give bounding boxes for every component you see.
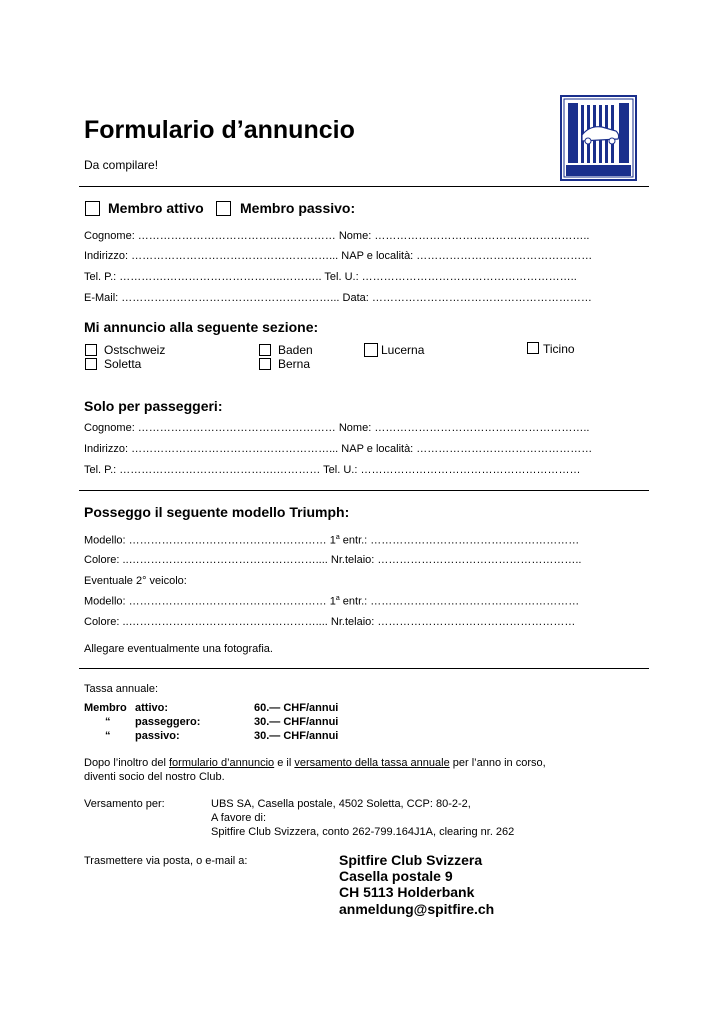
lucerna-checkbox[interactable]	[364, 343, 378, 357]
first-sup: a	[335, 534, 340, 541]
ostschweiz-checkbox[interactable]	[85, 344, 97, 356]
payment-label: Versamento per:	[84, 798, 165, 810]
address-email[interactable]: anmeldung@spitfire.ch	[339, 901, 495, 917]
page-title: Formulario d’annuncio	[84, 116, 355, 144]
ticino-checkbox[interactable]	[527, 342, 539, 354]
passenger-line-address[interactable]: Indirizzo: ………………………………………………... NAP e località: …………………………………………	[84, 443, 593, 455]
fee-row-3-col2: passivo:	[135, 730, 180, 742]
model-heading: Posseggo il seguente modello Triumph:	[84, 504, 350, 520]
baden-label: Baden	[278, 343, 313, 357]
club-logo	[560, 95, 637, 181]
notice-part3: per l’anno in corso,	[449, 757, 546, 769]
member-line-phone[interactable]: Tel. P.: ………….…………………………..……….. Tel. U.: …………………………………………………..	[84, 271, 577, 283]
send-label: Trasmettere via posta, o e-mail a:	[84, 855, 248, 867]
divider	[79, 490, 649, 491]
passive-member-checkbox[interactable]	[216, 201, 231, 216]
second-sup: a	[335, 595, 340, 602]
address-line-2: Casella postale 9	[339, 868, 453, 884]
ostschweiz-label: Ostschweiz	[104, 343, 166, 357]
notice-part2: e il	[274, 757, 295, 769]
divider	[79, 186, 649, 187]
soletta-checkbox[interactable]	[85, 358, 97, 370]
payment-line-3: Spitfire Club Svizzera, conto 262-799.164J1A, clearing nr. 262	[211, 826, 515, 838]
page-subtitle: Da compilare!	[84, 158, 159, 172]
active-member-checkbox[interactable]	[85, 201, 100, 216]
photo-note: Allegare eventualmente una fotografia.	[84, 643, 273, 655]
active-member-label: Membro attivo	[108, 200, 204, 216]
fee-row-2-amount: 30.— CHF/annui	[254, 716, 339, 728]
lucerna-label: Lucerna	[381, 343, 425, 357]
notice-line-1	[84, 757, 546, 769]
notice-link-form: formulario d’annuncio	[169, 757, 275, 769]
fee-row-2-col2: passeggero:	[135, 716, 201, 728]
divider	[79, 668, 649, 669]
second-entry-text: entr.: …………………………………………………	[339, 595, 580, 608]
member-line-address[interactable]: Indirizzo: ………………………………………………... NAP e località: …………………………………………	[84, 250, 593, 262]
berna-label: Berna	[278, 357, 311, 371]
passengers-heading: Solo per passeggeri:	[84, 398, 223, 414]
fee-row-1-col2: attivo:	[135, 702, 168, 714]
member-line-email[interactable]: E-Mail: …………………………………………………... Data: ……………………………………………………	[84, 292, 592, 304]
model2-line[interactable]	[84, 595, 579, 608]
passive-member-label: Membro passivo:	[240, 200, 356, 216]
address-line-3: CH 5113 Holderbank	[339, 884, 475, 900]
notice-line-2: diventi socio del nostro Club.	[84, 771, 225, 783]
model2-text: Modello: ……………………………………………… 1	[84, 595, 336, 608]
fee-row-1-col1: Membro	[84, 702, 127, 714]
berna-checkbox[interactable]	[259, 358, 271, 370]
payment-line-2: A favore di:	[211, 812, 267, 824]
fee-row-2-col1: “	[105, 716, 111, 728]
first-entry-text: entr.: …………………………………………………	[339, 534, 580, 547]
passenger-line-name[interactable]: Cognome: ……………………………………………… Nome: …………………………………………………..	[84, 422, 590, 434]
notice-link-fee: versamento della tassa annuale	[294, 757, 450, 769]
soletta-label: Soletta	[104, 357, 142, 371]
fee-row-3-col1: “	[105, 730, 111, 742]
member-line-name[interactable]: Cognome: ……………………………………………… Nome: …………………………………………………..	[84, 230, 590, 242]
fee-row-3-amount: 30.— CHF/annui	[254, 730, 339, 742]
colour-line[interactable]: Colore: ..…………………………………………….... Nr.telaio: ………………………………………………..	[84, 554, 582, 566]
address-line-1: Spitfire Club Svizzera	[339, 852, 483, 868]
section-heading: Mi annuncio alla seguente sezione:	[84, 319, 319, 335]
passenger-line-phone[interactable]: Tel. P.: …………………………………….………… Tel. U.: ……………………………………………………	[84, 464, 581, 476]
baden-checkbox[interactable]	[259, 344, 271, 356]
payment-line-1: UBS SA, Casella postale, 4502 Soletta, CCP: 80-2-2,	[211, 798, 471, 810]
colour2-line[interactable]: Colore: ..…………………………………………….... Nr.telaio: ………………………………………………	[84, 616, 576, 628]
model-text: Modello: ……………………………………………… 1	[84, 534, 336, 547]
notice-part1: Dopo l’inoltro del	[84, 757, 169, 769]
model-line[interactable]	[84, 534, 579, 547]
fees-heading: Tassa annuale:	[84, 683, 158, 695]
ticino-label: Ticino	[543, 342, 575, 356]
fee-row-1-amount: 60.— CHF/annui	[254, 702, 339, 714]
second-vehicle-label: Eventuale 2° veicolo:	[84, 575, 187, 587]
